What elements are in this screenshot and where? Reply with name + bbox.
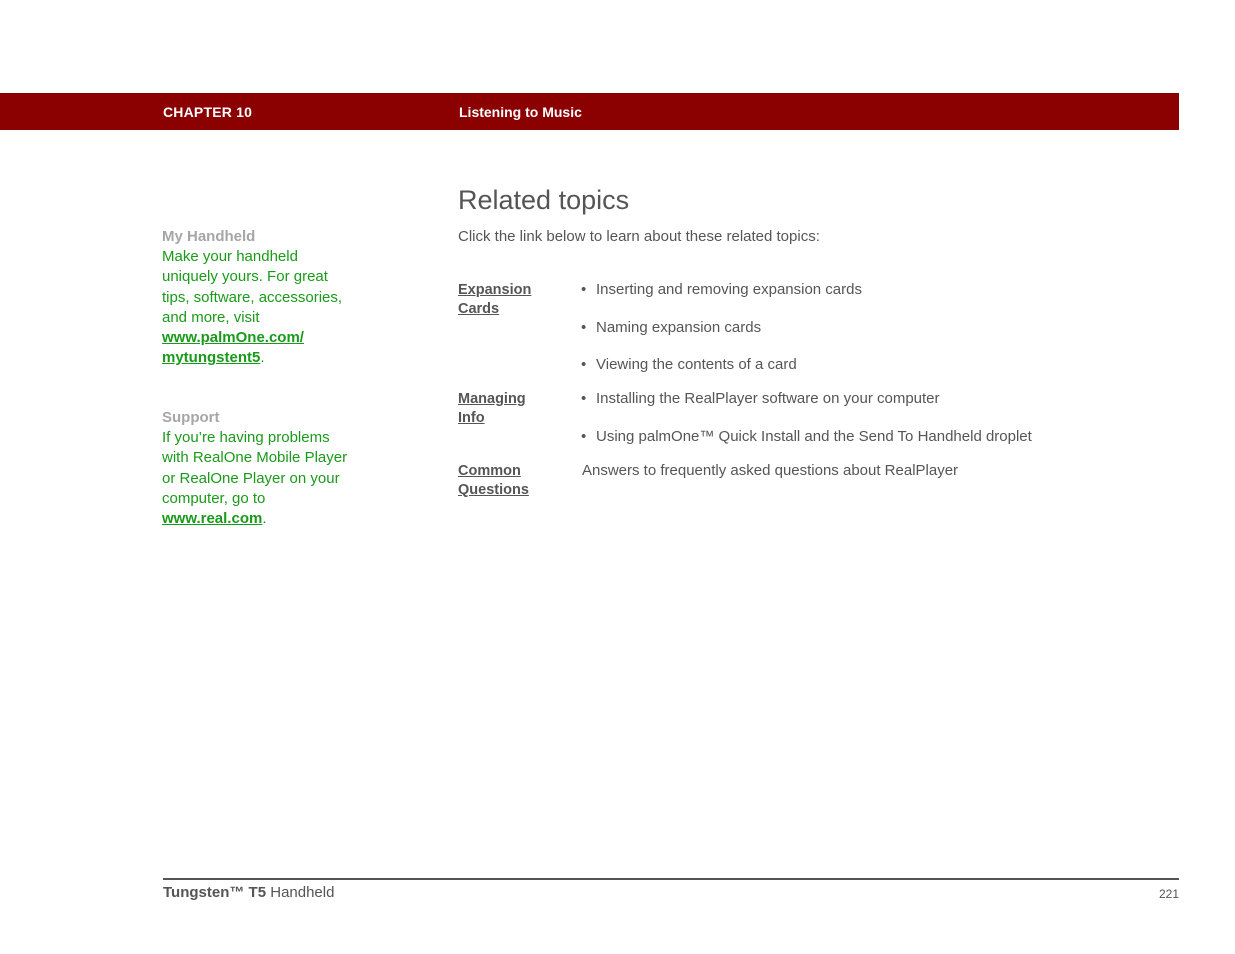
sidebar-support [162, 408, 377, 529]
topic-bullet-item [581, 390, 940, 407]
topic-description: Answers to frequently asked questions about RealPlayer [582, 462, 959, 479]
sidebar-text-line: Make your handheld [162, 248, 298, 266]
sidebar-period: . [262, 510, 267, 528]
topic-link-line: Expansion [458, 282, 532, 298]
section-title: Related topics [458, 185, 630, 215]
sidebar-text-line: uniquely yours. For great [162, 268, 328, 286]
real-com-link[interactable]: www.real.com [162, 510, 263, 528]
sidebar-text-line: or RealOne Player on your [162, 469, 340, 487]
topic-bullet-item [581, 281, 862, 298]
common-questions-link[interactable] [458, 462, 568, 500]
topic-link-line: Common [458, 463, 521, 479]
sidebar-heading-my-handheld: My Handheld [162, 228, 256, 245]
footer-product-bold: Tungsten™ T5 [163, 884, 267, 901]
topic-link-line: Info [458, 410, 485, 426]
sidebar-period: . [260, 349, 265, 367]
footer-divider [163, 878, 1179, 880]
topic-link-line: Managing [458, 391, 526, 407]
chapter-number: CHAPTER 10 [163, 104, 253, 120]
page-number: 221 [1158, 887, 1179, 901]
topic-bullet-item [581, 428, 1032, 445]
bullet-text: Inserting and removing expansion cards [596, 281, 862, 298]
bullet-icon: • [581, 428, 587, 445]
palmone-link-continued[interactable]: mytungstent5 [162, 349, 261, 367]
footer-product-rest: Handheld [266, 884, 335, 901]
sidebar-text-line: with RealOne Mobile Player [162, 449, 348, 467]
sidebar-text-line: tips, software, accessories, [162, 288, 343, 306]
bullet-text: Using palmOne™ Quick Install and the Send To Handheld droplet [596, 428, 1032, 445]
bullet-text: Naming expansion cards [596, 319, 762, 336]
sidebar-text-line: If you’re having problems [162, 429, 330, 447]
bullet-text: Viewing the contents of a card [596, 356, 797, 373]
sidebar-my-handheld [162, 227, 377, 368]
footer-product-name [163, 884, 334, 901]
topic-link-line: Questions [458, 482, 529, 498]
bullet-icon: • [581, 281, 587, 298]
intro-text: Click the link below to learn about these related topics: [458, 228, 820, 245]
bullet-icon: • [581, 356, 587, 373]
topic-link-line: Cards [458, 301, 500, 317]
topic-bullet-item [581, 319, 761, 336]
bullet-icon: • [581, 390, 587, 407]
sidebar-text-line: computer, go to [162, 489, 266, 507]
sidebar-heading-support: Support [162, 409, 220, 426]
bullet-icon: • [581, 319, 587, 336]
bullet-text: Installing the RealPlayer software on your computer [596, 390, 940, 407]
palmone-link[interactable]: www.palmOne.com/ [162, 329, 304, 347]
sidebar-text-line: and more, visit [162, 308, 260, 326]
chapter-title: Listening to Music [459, 104, 582, 120]
managing-info-link[interactable] [458, 390, 568, 428]
topic-bullet-item [581, 356, 797, 373]
expansion-cards-link[interactable] [458, 281, 568, 319]
